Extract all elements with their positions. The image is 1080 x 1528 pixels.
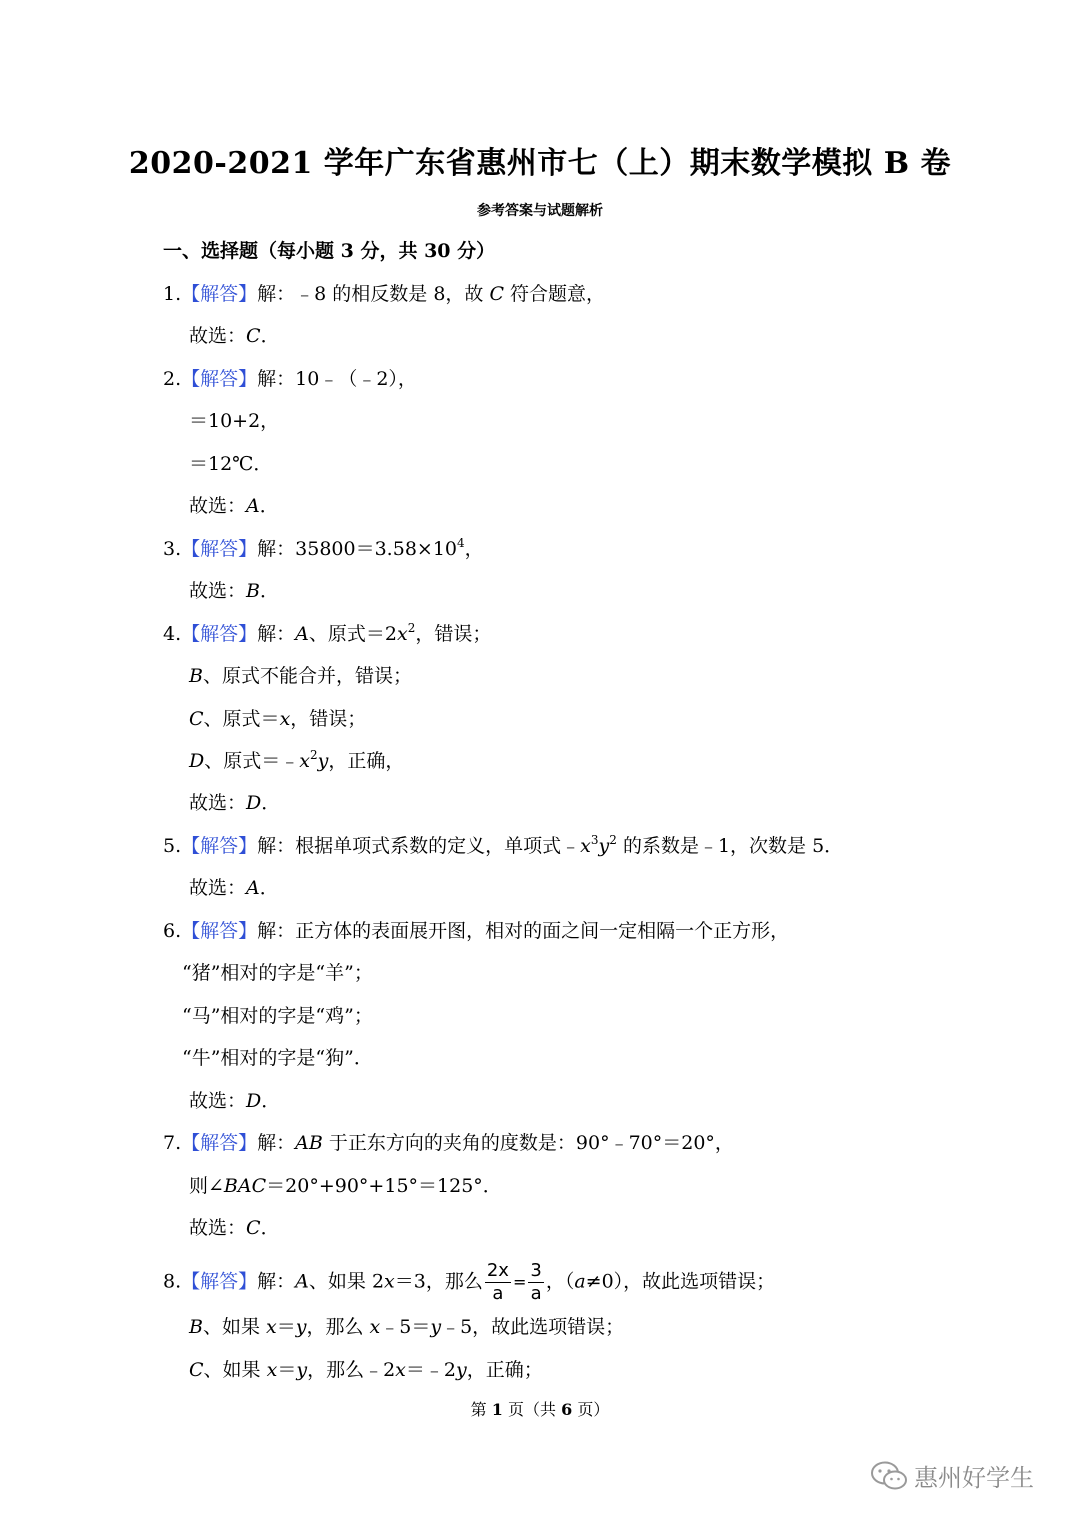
- document-title: 2020-2021 学年广东省惠州市七（上）期末数学模拟 B 卷: [128, 146, 952, 181]
- answer-8-option-b: B、如果 x＝y，那么 x﹣5＝y﹣5，故此选项错误；: [189, 1316, 625, 1338]
- answer-8: 8.【解答】解：A、如果 2x＝3，那么 $\frac{2x}{a}$ = $\frac{3}{a}$ ，（a≠0），故此选项错误；: [163, 1260, 776, 1304]
- answer-tag: 【解答】: [181, 920, 258, 942]
- answer-tag: 【解答】: [181, 368, 258, 390]
- answer-tag: 【解答】: [181, 623, 258, 645]
- answer-1: 1.【解答】解：﹣8 的相反数是 8，故 C 符合题意，: [163, 283, 606, 305]
- page-footer: 第 1 页（共 6 页）: [470, 1400, 610, 1419]
- question-number: 6.: [163, 920, 182, 942]
- answer-4-option-d: D、原式$=﹣x^2y$，正确，: [189, 748, 405, 772]
- answer-6-pair-2: “马”相对的字是“鸡”；: [182, 1005, 373, 1027]
- answer-2-step-2: ＝12℃．: [189, 453, 273, 475]
- answer-4-option-c: C、原式＝x，错误；: [189, 708, 367, 730]
- watermark-text: 惠州好学生: [914, 1464, 1034, 1492]
- answer-2-step-1: ＝10+2，: [189, 410, 280, 432]
- fraction: $\frac{2x}{a}$: [486, 1260, 509, 1304]
- question-number: 2.: [163, 368, 182, 390]
- answer-tag: 【解答】: [181, 1132, 258, 1154]
- document-subtitle: 参考答案与试题解析: [477, 203, 603, 219]
- answer-4-choice: 故选：D．: [189, 792, 281, 814]
- answer-1-choice: 故选：C．: [189, 325, 280, 347]
- answer-tag: 【解答】: [181, 1270, 258, 1293]
- answer-6-choice: 故选：D．: [189, 1090, 281, 1112]
- wechat-icon: [870, 1460, 908, 1492]
- answer-7: 7.【解答】解：AB 于正东方向的夹角的度数是：90°﹣70°＝20°，: [163, 1132, 734, 1154]
- answer-tag: 【解答】: [181, 835, 258, 857]
- answer-3-choice: 故选：B．: [189, 580, 279, 602]
- answer-6: 6.【解答】解：正方体的表面展开图，相对的面之间一定相隔一个正方形，: [163, 920, 790, 942]
- answer-5: 5.【解答】解：根据单项式系数的定义，单项式$﹣x^3y^2$ 的系数是﹣1，次数是 5．: [163, 833, 844, 857]
- page-number: 1: [491, 1400, 503, 1419]
- answer-6-pair-3: “牛”相对的字是“狗”．: [182, 1047, 373, 1069]
- question-number: 7.: [163, 1132, 182, 1154]
- answer-2-choice: 故选：A．: [189, 495, 279, 517]
- answer-4: 4.【解答】解：A、原式$=2x^2$，错误；: [163, 621, 492, 645]
- question-number: 4.: [163, 623, 182, 645]
- answer-tag: 【解答】: [181, 538, 258, 560]
- watermark: [870, 1458, 1034, 1493]
- question-number: 3.: [163, 538, 182, 560]
- answer-tag: 【解答】: [181, 283, 258, 305]
- answer-6-pair-1: “猪”相对的字是“羊”；: [182, 962, 373, 984]
- section-heading: 一、选择题（每小题 3 分，共 30 分）: [163, 240, 496, 262]
- answer-7-step: 则∠BAC＝20°+90°+15°＝125°．: [189, 1175, 502, 1197]
- question-number: 1.: [163, 283, 182, 305]
- question-number: 8.: [163, 1270, 182, 1293]
- answer-3: 3.【解答】解：$35800=3.58\times 10^4$，: [163, 536, 484, 560]
- answer-2: 2.【解答】解：10﹣（﹣2），: [163, 368, 417, 390]
- page-total: 6: [561, 1400, 573, 1419]
- fraction: $\frac{3}{a}$: [530, 1260, 542, 1304]
- answer-8-option-c: C、如果 x＝y，那么﹣2x＝﹣2y，正确；: [189, 1359, 543, 1381]
- answer-7-choice: 故选：C．: [189, 1217, 280, 1239]
- answer-4-option-b: B、原式不能合并，错误；: [189, 665, 412, 687]
- question-number: 5.: [163, 835, 182, 857]
- answer-5-choice: 故选：A．: [189, 877, 279, 899]
